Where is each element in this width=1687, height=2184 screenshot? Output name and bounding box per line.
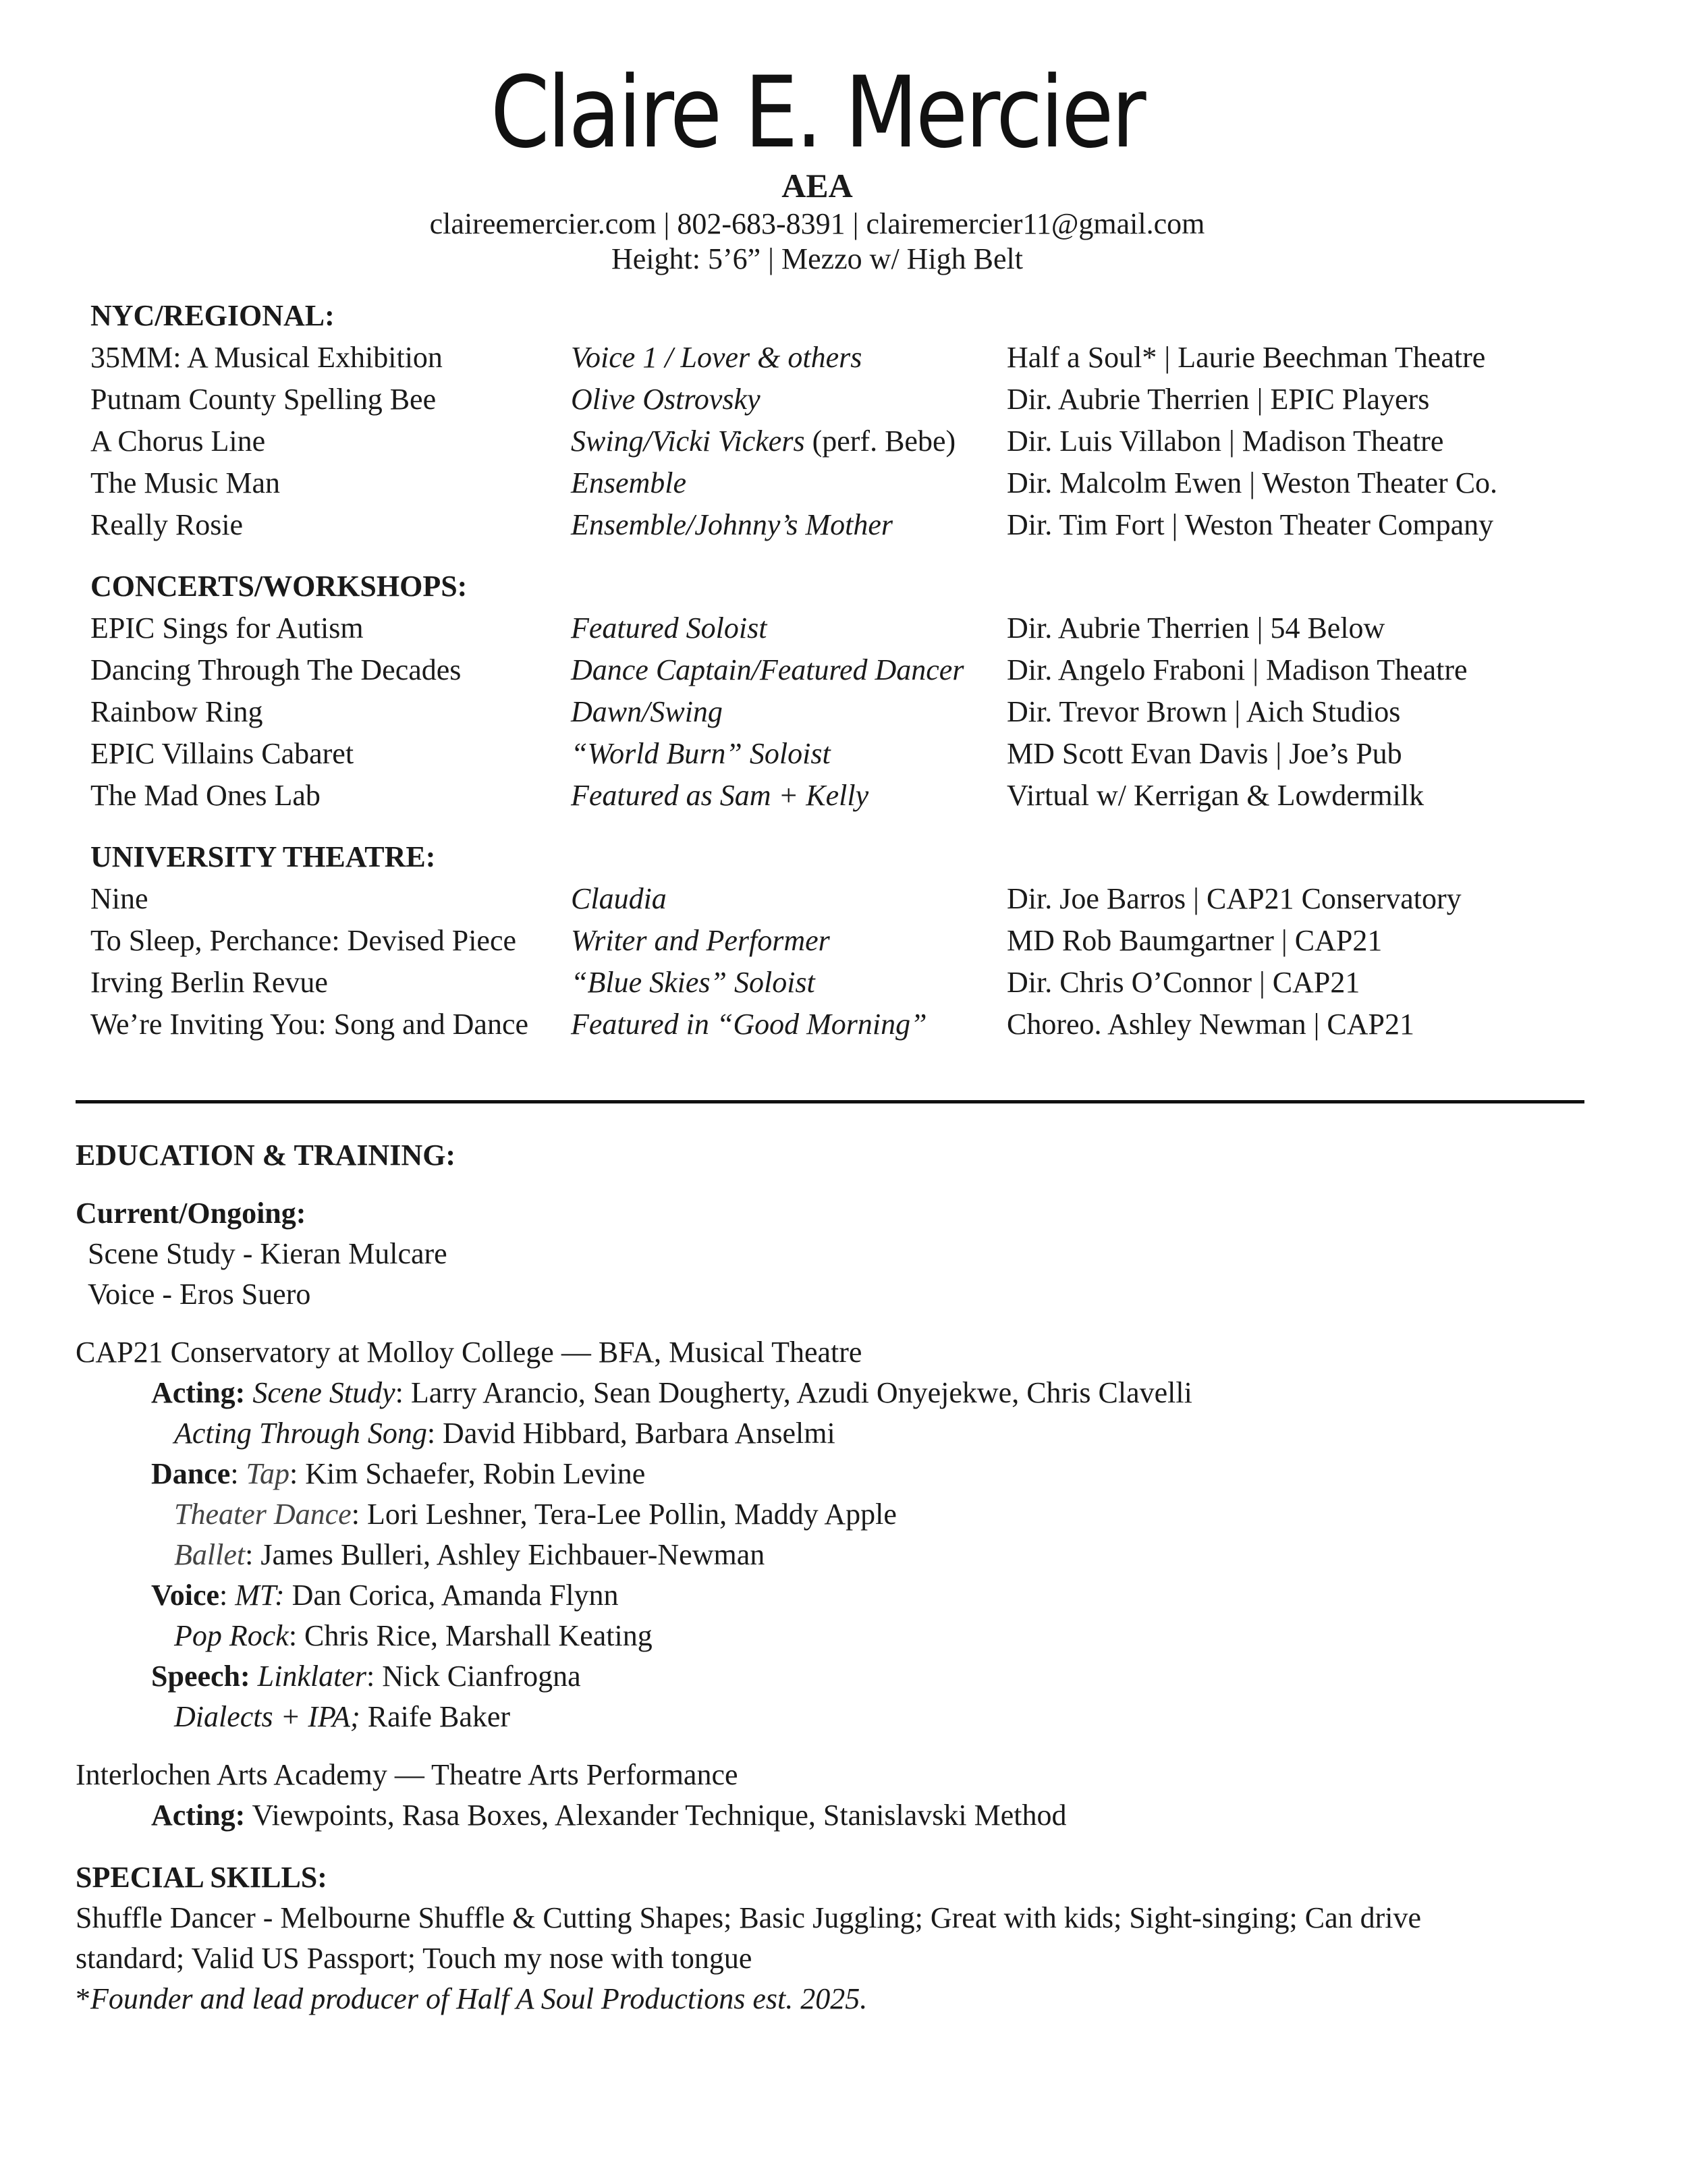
show-title: Irving Berlin Revue [90,966,328,999]
director-venue: Virtual w/ Kerrigan & Lowdermilk [1007,779,1425,812]
discipline-label: Speech: [151,1660,250,1693]
training-acting [151,1798,1066,1832]
show-title: Really Rosie [90,508,244,541]
role: Swing/Vicki Vickers [571,425,805,458]
director-venue: Choreo. Ashley Newman | CAP21 [1007,1008,1414,1041]
training-dance [151,1456,645,1491]
show-title: Putnam County Spelling Bee [90,383,437,416]
section-title-university-theatre: UNIVERSITY THEATRE: [90,840,436,873]
technique: MT: [235,1579,285,1612]
director-venue: Dir. Aubrie Therrien | EPIC Players [1007,383,1430,416]
training-acting [151,1375,1192,1410]
role: Olive Ostrovsky [571,383,760,416]
technique: Linklater [257,1660,366,1693]
school-interlochen: Interlochen Arts Academy — Theatre Arts Performance [76,1758,738,1791]
section-title-special-skills: SPECIAL SKILLS: [76,1861,327,1894]
training-speech-sub [174,1699,510,1734]
current-training-item: Voice - Eros Suero [88,1278,311,1311]
training-acting-sub [174,1416,835,1450]
current-training-title: Current/Ongoing: [76,1197,306,1230]
credit-row [0,653,1687,694]
teachers: : Nick Cianfrogna [366,1660,581,1693]
discipline-label: Voice [151,1579,220,1612]
union-affiliation: AEA [781,167,853,204]
role: Voice 1 / Lover & others [571,341,862,374]
credit-row [0,778,1687,820]
credit-row [0,611,1687,653]
credit-row [0,424,1687,466]
techniques: Viewpoints, Rasa Boxes, Alexander Technique, Stanislavski Method [245,1799,1067,1832]
section-title-nyc-regional: NYC/REGIONAL: [90,299,335,332]
discipline-label: Dance [151,1457,231,1490]
show-title: Dancing Through The Decades [90,653,462,686]
skills-line: standard; Valid US Passport; Touch my nose with tongue [76,1942,752,1975]
director-venue: Dir. Trevor Brown | Aich Studios [1007,695,1401,728]
label-colon: : [219,1579,236,1612]
discipline-label: Acting: [151,1376,246,1409]
teachers: : Lori Leshner, Tera-Lee Pollin, Maddy Apple [351,1498,897,1531]
section-divider [76,1100,1584,1103]
role: “World Burn” Soloist [571,737,831,770]
role: Featured as Sam + Kelly [571,779,869,812]
role-group [571,424,956,458]
height-voice-type: Height: 5’6” | Mezzo w/ High Belt [611,242,1023,275]
role: Ensemble [571,466,687,499]
director-venue: Dir. Joe Barros | CAP21 Conservatory [1007,882,1462,915]
teachers: : James Bulleri, Ashley Eichbauer-Newman [245,1538,765,1571]
director-venue: Dir. Tim Fort | Weston Theater Company [1007,508,1494,541]
skills-line: Shuffle Dancer - Melbourne Shuffle & Cutting Shapes; Basic Juggling; Great with kids; Sight-singing; Can drive [76,1901,1422,1934]
teachers: : David Hibbard, Barbara Anselmi [426,1417,835,1450]
credit-row [0,340,1687,382]
show-title: We’re Inviting You: Song and Dance [90,1008,529,1041]
section-title-education: EDUCATION & TRAINING: [76,1139,456,1172]
role-note: (perf. Bebe) [804,425,956,458]
show-title: A Chorus Line [90,425,266,458]
technique: Acting Through Song [174,1417,427,1450]
role: Dawn/Swing [571,695,723,728]
credit-row [0,881,1687,923]
credit-row [0,694,1687,736]
current-training-item: Scene Study - Kieran Mulcare [88,1237,447,1270]
technique: Tap [246,1457,289,1490]
director-venue: Dir. Luis Villabon | Madison Theatre [1007,425,1444,458]
credit-row [0,466,1687,508]
show-title: 35MM: A Musical Exhibition [90,341,443,374]
show-title: The Mad Ones Lab [90,779,321,812]
technique: Dialects + IPA; [174,1700,360,1733]
director-venue: Dir. Aubrie Therrien | 54 Below [1007,611,1385,645]
footnote-text: Founder and lead producer of Half A Soul Productions est. 2025. [90,1982,868,2015]
technique: Scene Study [252,1376,395,1409]
teachers: : Kim Schaefer, Robin Levine [289,1457,646,1490]
credit-row [0,965,1687,1007]
show-title: The Music Man [90,466,281,499]
footnote [76,1982,867,2016]
section-title-concerts-workshops: CONCERTS/WORKSHOPS: [90,570,468,603]
role: “Blue Skies” Soloist [571,966,815,999]
role: Dance Captain/Featured Dancer [571,653,964,686]
show-title: To Sleep, Perchance: Devised Piece [90,924,517,957]
school-cap21: CAP21 Conservatory at Molloy College — BFA, Musical Theatre [76,1336,862,1369]
training-voice [151,1578,619,1612]
role: Writer and Performer [571,924,830,957]
role: Ensemble/Johnny’s Mother [571,508,893,541]
training-speech [151,1659,581,1693]
role: Featured in “Good Morning” [571,1008,927,1041]
technique: Pop Rock [174,1619,289,1652]
role: Featured Soloist [571,611,767,645]
show-title: Rainbow Ring [90,695,263,728]
training-voice-sub [174,1618,653,1653]
director-venue: Dir. Angelo Fraboni | Madison Theatre [1007,653,1468,686]
credit-row [0,923,1687,965]
label-colon: : [230,1457,246,1490]
role: Claudia [571,882,667,915]
credit-row [0,1007,1687,1049]
teachers: Dan Corica, Amanda Flynn [284,1579,619,1612]
show-title: EPIC Villains Cabaret [90,737,354,770]
technique: Ballet [174,1538,246,1571]
performer-name: Claire E. Mercier [490,55,1144,170]
director-venue: Dir. Malcolm Ewen | Weston Theater Co. [1007,466,1498,499]
training-dance-sub [174,1497,897,1531]
credit-row [0,736,1687,778]
teachers: : Larry Arancio, Sean Dougherty, Azudi Onyejekwe, Chris Clavelli [395,1376,1192,1409]
show-title: EPIC Sings for Autism [90,611,364,645]
teachers: Raife Baker [360,1700,511,1733]
director-venue: MD Scott Evan Davis | Joe’s Pub [1007,737,1402,770]
director-venue: MD Rob Baumgartner | CAP21 [1007,924,1383,957]
footnote-marker: * [76,1982,90,2015]
credit-row [0,508,1687,549]
director-venue: Half a Soul* | Laurie Beechman Theatre [1007,341,1486,374]
contact-info: claireemercier.com | 802-683-8391 | clairemercier11@gmail.com [429,207,1205,240]
discipline-label: Acting: [151,1799,246,1832]
technique: Theater Dance [174,1498,352,1531]
teachers: : Chris Rice, Marshall Keating [288,1619,653,1652]
director-venue: Dir. Chris O’Connor | CAP21 [1007,966,1360,999]
training-dance-sub [174,1537,765,1572]
credit-row [0,382,1687,424]
show-title: Nine [90,882,148,915]
